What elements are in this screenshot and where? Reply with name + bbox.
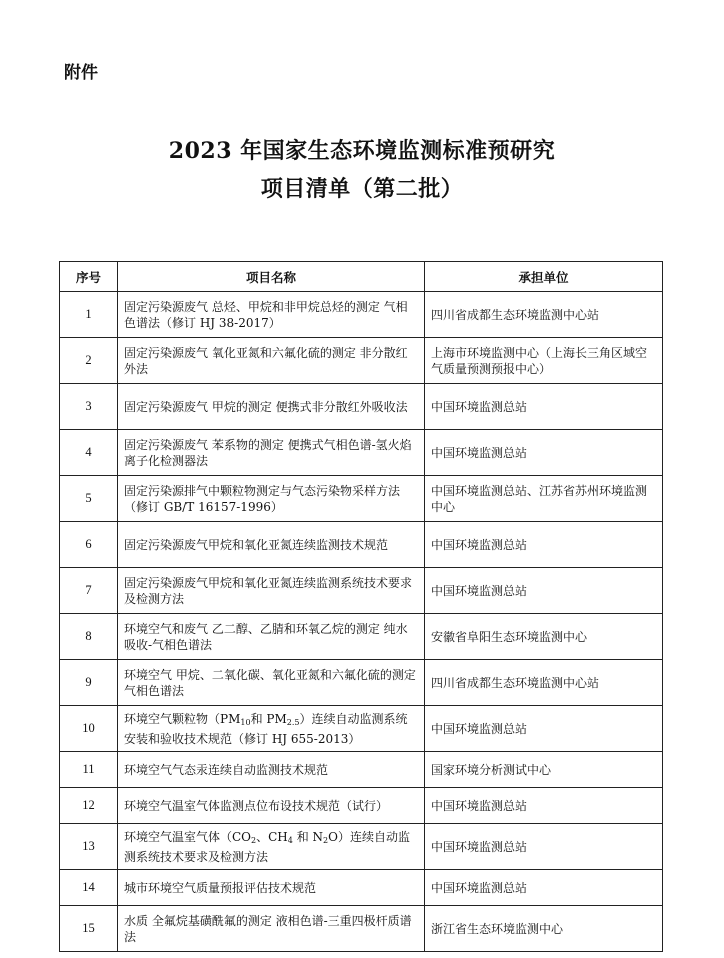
row-unit: 浙江省生态环境监测中心: [425, 906, 663, 952]
name-part: 、CH: [256, 829, 288, 844]
table-row: [60, 568, 663, 614]
row-unit: 中国环境监测总站: [425, 870, 663, 906]
name-subscript: 4: [287, 835, 293, 845]
name-part: 和 N: [292, 829, 324, 844]
row-no: 5: [60, 476, 118, 522]
table-row: [60, 788, 663, 824]
row-project-name: 固定污染源废气甲烷和氧化亚氮连续监测技术规范: [118, 522, 425, 568]
row-unit: 中国环境监测总站: [425, 522, 663, 568]
name-subscript: 2.5: [286, 717, 300, 727]
row-unit: 安徽省阜阳生态环境监测中心: [425, 614, 663, 660]
row-unit: 中国环境监测总站、江苏省苏州环境监测中心: [425, 476, 663, 522]
row-no: 12: [60, 788, 118, 824]
row-project-name: 城市环境空气质量预报评估技术规范: [118, 870, 425, 906]
row-project-name: 固定污染源排气中颗粒物测定与气态污染物采样方法（修订 GB/T 16157-1996）: [118, 476, 425, 522]
table-row: [60, 870, 663, 906]
table-row: [60, 906, 663, 952]
row-no: 14: [60, 870, 118, 906]
row-project-name: 固定污染源废气 甲烷的测定 便携式非分散红外吸收法: [118, 384, 425, 430]
header-no: 序号: [60, 262, 118, 292]
row-unit: 中国环境监测总站: [425, 568, 663, 614]
table-row: [60, 384, 663, 430]
row-unit: 上海市环境监测中心（上海长三角区域空气质量预测预报中心）: [425, 338, 663, 384]
row-unit: 中国环境监测总站: [425, 824, 663, 870]
row-no: 15: [60, 906, 118, 952]
attachment-label: 附件: [64, 63, 98, 83]
row-unit: 中国环境监测总站: [425, 430, 663, 476]
table-row: [60, 752, 663, 788]
row-no: 9: [60, 660, 118, 706]
row-unit: 中国环境监测总站: [425, 706, 663, 752]
name-subscript: 2: [323, 835, 329, 845]
row-unit: 四川省成都生态环境监测中心站: [425, 660, 663, 706]
row-no: 7: [60, 568, 118, 614]
header-unit: 承担单位: [425, 262, 663, 292]
name-part: 和 PM: [250, 711, 287, 726]
document-title-line2: 项目清单（第二批）: [260, 176, 464, 202]
row-project-name: [118, 824, 425, 870]
table-row: [60, 824, 663, 870]
row-no: 2: [60, 338, 118, 384]
row-project-name: 环境空气 甲烷、二氧化碳、氧化亚氮和六氟化硫的测定 气相色谱法: [118, 660, 425, 706]
row-no: 10: [60, 706, 118, 752]
row-project-name: 固定污染源废气甲烷和氧化亚氮连续监测系统技术要求及检测方法: [118, 568, 425, 614]
table-row: [60, 660, 663, 706]
table-row: [60, 292, 663, 338]
row-no: 13: [60, 824, 118, 870]
row-no: 3: [60, 384, 118, 430]
row-no: 4: [60, 430, 118, 476]
table-row: [60, 476, 663, 522]
row-project-name: 固定污染源废气 氧化亚氮和六氟化硫的测定 非分散红外法: [118, 338, 425, 384]
row-unit: 国家环境分析测试中心: [425, 752, 663, 788]
table-row: [60, 430, 663, 476]
name-subscript: 2: [251, 835, 257, 845]
row-no: 1: [60, 292, 118, 338]
row-project-name: 环境空气气态汞连续自动监测技术规范: [118, 752, 425, 788]
name-subscript: 10: [240, 717, 251, 727]
name-part: 环境空气温室气体（CO: [124, 829, 252, 844]
name-part: ）连续自动监测系统安装和验收技术规范（修订 HJ 655-2013）: [124, 711, 408, 746]
table-row: [60, 706, 663, 752]
row-unit: 中国环境监测总站: [425, 788, 663, 824]
row-no: 8: [60, 614, 118, 660]
row-project-name: 水质 全氟烷基磺酰氟的测定 液相色谱-三重四极杆质谱法: [118, 906, 425, 952]
table-row: [60, 614, 663, 660]
name-part: O）连续自动监测系统技术要求及检测方法: [124, 829, 410, 864]
table-row: [60, 338, 663, 384]
row-unit: 四川省成都生态环境监测中心站: [425, 292, 663, 338]
document-title-line1: 2023 年国家生态环境监测标准预研究: [168, 138, 556, 164]
row-project-name: 环境空气和废气 乙二醇、乙腈和环氧乙烷的测定 纯水吸收-气相色谱法: [118, 614, 425, 660]
row-project-name: [118, 706, 425, 752]
row-no: 6: [60, 522, 118, 568]
table-row: [60, 522, 663, 568]
row-project-name: 固定污染源废气 苯系物的测定 便携式气相色谱-氢火焰离子化检测器法: [118, 430, 425, 476]
table-header-row: [60, 262, 663, 292]
row-no: 11: [60, 752, 118, 788]
header-project-name: 项目名称: [118, 262, 425, 292]
row-unit: 中国环境监测总站: [425, 384, 663, 430]
name-part: 环境空气颗粒物（PM: [124, 711, 241, 726]
row-project-name: 固定污染源废气 总烃、甲烷和非甲烷总烃的测定 气相色谱法（修订 HJ 38-2017）: [118, 292, 425, 338]
row-project-name: 环境空气温室气体监测点位布设技术规范（试行）: [118, 788, 425, 824]
project-list-table: [59, 261, 663, 952]
